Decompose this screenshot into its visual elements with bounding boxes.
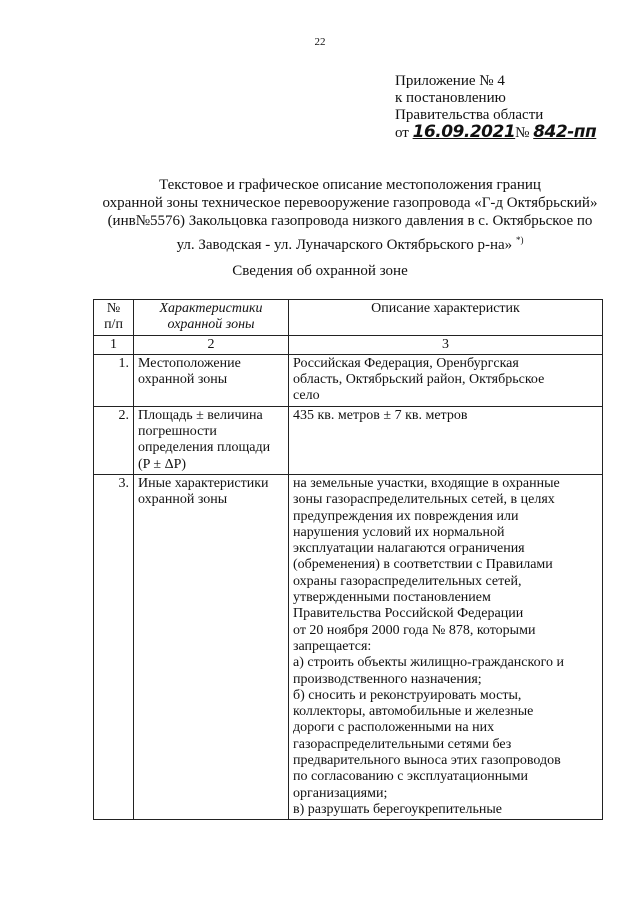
description-line: газораспределительными сетями без bbox=[293, 736, 512, 752]
footnote-mark: *) bbox=[515, 234, 524, 245]
description-line: б) сносить и реконструировать мосты, bbox=[293, 687, 522, 703]
row-characteristic: Иные характеристики охранной зоны bbox=[134, 474, 289, 819]
title-line-3: (инв№5576) Закольцовка газопровода низкого давления в с. Октябрьское по bbox=[107, 213, 593, 230]
header-description: Описание характеристик bbox=[289, 300, 603, 336]
protection-zone-table bbox=[93, 299, 603, 820]
row-number: 3. bbox=[94, 474, 134, 819]
page-number: 22 bbox=[314, 36, 326, 48]
document-title bbox=[60, 176, 640, 254]
index-cell-3: 3 bbox=[289, 335, 603, 354]
header-number bbox=[94, 300, 134, 336]
number-prefix: № bbox=[515, 125, 530, 141]
description-line: 435 кв. метров ± 7 кв. метров bbox=[293, 407, 468, 423]
description-line: в) разрушать берегоукрепительные bbox=[293, 801, 503, 817]
description-line: охраны газораспределительных сетей, bbox=[293, 573, 522, 589]
header-characteristics-line-1: Характеристики bbox=[159, 301, 263, 316]
description-line: нарушения условий их нормальной bbox=[293, 524, 505, 540]
description-line: село bbox=[293, 388, 320, 404]
row-number: 2. bbox=[94, 406, 134, 474]
table-row bbox=[94, 354, 603, 406]
row-characteristic: Площадь ± величина погрешности определения площади (P ± ΔP) bbox=[134, 406, 289, 474]
date-prefix: от bbox=[395, 125, 409, 141]
header-number-line-2: п/п bbox=[104, 317, 123, 333]
description-line: а) строить объекты жилищно-гражданского и bbox=[293, 655, 564, 671]
appendix-line-2: к постановлению bbox=[395, 90, 506, 106]
description-line: организациями; bbox=[293, 785, 388, 801]
title-line-1: Текстовое и графическое описание местоположения границ bbox=[159, 177, 541, 193]
title-line-4 bbox=[60, 231, 640, 254]
description-line: по согласованию с эксплуатационными bbox=[293, 769, 528, 785]
row-description bbox=[289, 474, 603, 819]
row-description bbox=[289, 406, 603, 474]
description-line: производственного назначения; bbox=[293, 671, 482, 687]
handwritten-number: 842-пп bbox=[533, 122, 597, 142]
description-line: предупреждения их повреждения или bbox=[293, 508, 519, 524]
title-line-2: охранной зоны техническое перевооружение газопровода «Г-д Октябрьский» bbox=[102, 195, 598, 212]
description-line: область, Октябрьский район, Октябрьское bbox=[293, 372, 545, 388]
description-line: коллекторы, автомобильные и железные bbox=[293, 704, 534, 720]
appendix-line-3: Правительства области bbox=[395, 107, 544, 123]
description-line: зоны газораспределительных сетей, в целях bbox=[293, 492, 555, 508]
table-header-row bbox=[94, 300, 603, 336]
description-line: Российская Федерация, Оренбургская bbox=[293, 355, 519, 371]
table-index-row bbox=[94, 335, 603, 354]
description-line: на земельные участки, входящие в охранные bbox=[293, 475, 560, 491]
description-line: утвержденными постановлением bbox=[293, 590, 491, 606]
index-cell-1: 1 bbox=[94, 335, 134, 354]
appendix-block bbox=[395, 73, 625, 142]
section-title: Сведения об охранной зоне bbox=[232, 263, 408, 279]
appendix-line-1: Приложение № 4 bbox=[395, 73, 505, 89]
table-row bbox=[94, 406, 603, 474]
header-characteristics bbox=[134, 300, 289, 336]
description-line: запрещается: bbox=[293, 638, 372, 654]
header-characteristics-line-2: охранной зоны bbox=[167, 317, 255, 333]
row-characteristic: Местоположение охранной зоны bbox=[134, 354, 289, 406]
description-line: Правительства Российской Федерации bbox=[293, 606, 524, 622]
header-number-line-1: № bbox=[106, 301, 121, 316]
handwritten-date: 16.09.2021 bbox=[412, 122, 516, 142]
index-cell-2: 2 bbox=[134, 335, 289, 354]
title-line-4-text: ул. Заводская - ул. Луначарского Октябрьского р-на» bbox=[176, 236, 513, 253]
description-line: эксплуатации налагаются ограничения bbox=[293, 541, 525, 557]
description-line: от 20 ноября 2000 года № 878, которыми bbox=[293, 622, 536, 638]
row-number: 1. bbox=[94, 354, 134, 406]
description-line: (обременения) в соответствии с Правилами bbox=[293, 557, 553, 573]
description-line: предварительного выноса этих газопроводов bbox=[293, 753, 561, 769]
row-description bbox=[289, 354, 603, 406]
table-row bbox=[94, 474, 603, 819]
appendix-date-line bbox=[395, 124, 625, 142]
description-line: дороги с расположенными на них bbox=[293, 720, 495, 736]
